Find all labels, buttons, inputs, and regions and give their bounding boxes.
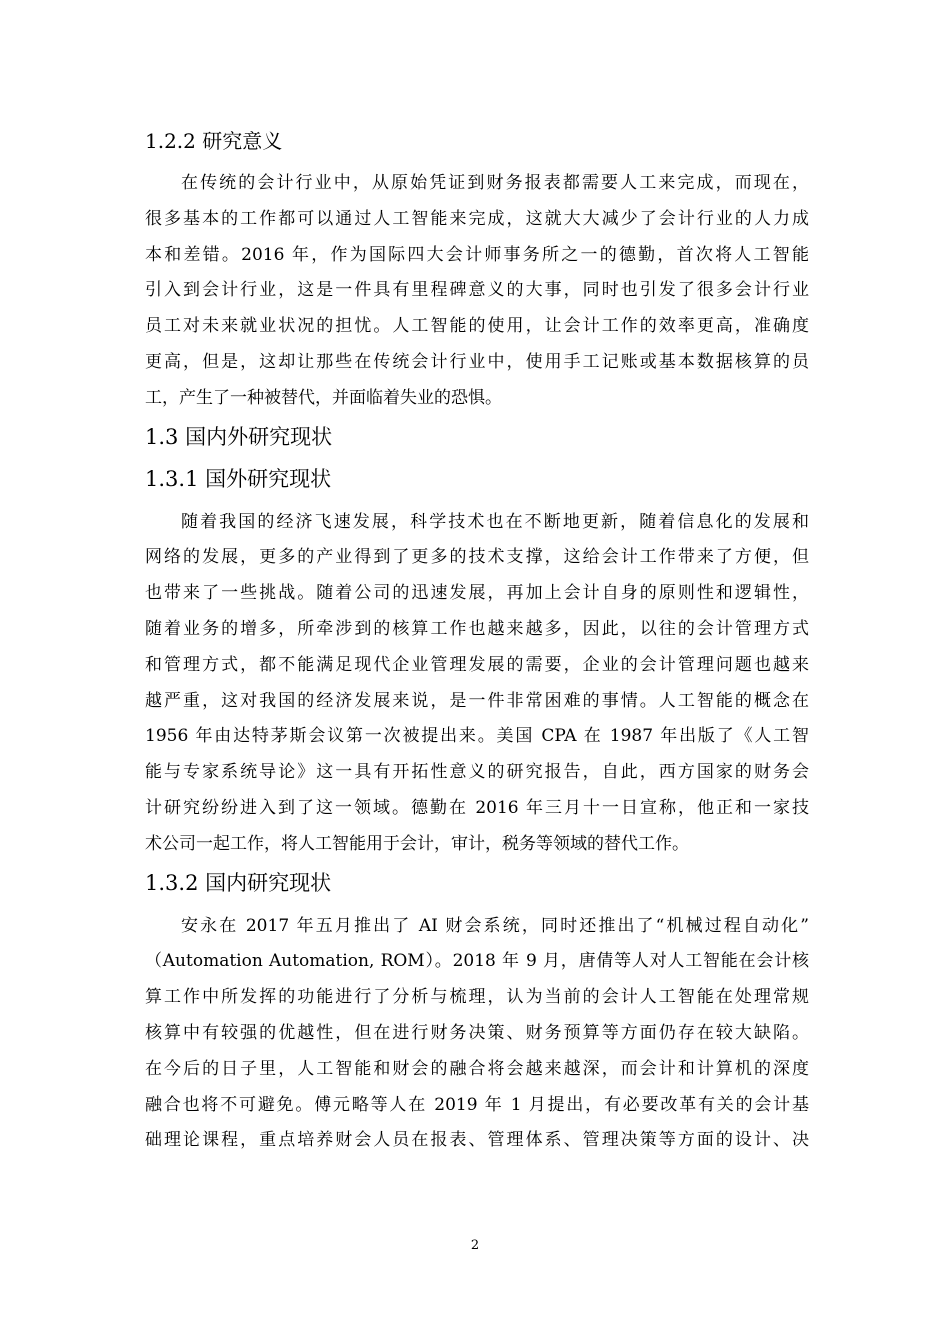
heading-1-2-2: 1.2.2 研究意义 [145,129,283,153]
paragraph-line: 很多基本的工作都可以通过人工智能来完成，这就大大减少了会计行业的人力成 [145,208,809,229]
paragraph-line: 也带来了一些挑战。随着公司的迅速发展，再加上会计自身的原则性和逻辑性， [145,583,809,604]
paragraph-research-significance [145,166,809,417]
paragraph-line: 更高，但是，这却让那些在传统会计行业中，使用手工记账或基本数据核算的员 [145,351,809,372]
paragraph-line: 算工作中所发挥的功能进行了分析与梳理，认为当前的会计人工智能在处理常规 [145,987,809,1008]
paragraph-line: 核算中有较强的优越性，但在进行财务决策、财务预算等方面仍存在较大缺陷。 [145,1022,809,1043]
paragraph-line: 随着业务的增多，所牵涉到的核算工作也越来越多，因此，以往的会计管理方式 [145,618,809,639]
paragraph-line: 在今后的日子里，人工智能和财会的融合将会越来越深，而会计和计算机的深度 [145,1058,809,1079]
heading-1-3: 1.3 国内外研究现状 [145,424,333,449]
page-content [145,126,809,1163]
paragraph-line: 在传统的会计行业中，从原始凭证到财务报表都需要人工来完成，而现在， [181,173,809,193]
paragraph-foreign-research [145,505,809,863]
paragraph-line: 和管理方式，都不能满足现代企业管理发展的需要，企业的会计管理问题也越来 [145,654,809,675]
paragraph-line: 能与专家系统导论》这一具有开拓性意义的研究报告，自此，西方国家的财务会 [145,762,809,783]
paragraph-line: 越严重，这对我国的经济发展来说，是一件非常困难的事情。人工智能的概念在 [145,690,809,711]
paragraph-line: 术公司一起工作，将人工智能用于会计，审计，税务等领域的替代工作。 [145,833,689,854]
paragraph-line: 础理论课程，重点培养财会人员在报表、管理体系、管理决策等方面的设计、决 [145,1130,809,1151]
page-number: 2 [470,1238,480,1253]
paragraph-line: 计研究纷纷进入到了这一领域。德勤在 2016 年三月十一日宣称，他正和一家技 [145,797,809,818]
paragraph-line: 本和差错。2016 年，作为国际四大会计师事务所之一的德勤，首次将人工智能 [145,244,809,265]
paragraph-line: 随着我国的经济飞速发展，科学技术也在不断地更新，随着信息化的发展和 [181,511,809,532]
paragraph-line: 1956 年由达特茅斯会议第一次被提出来。美国 CPA 在 1987 年出版了《人工智 [145,726,809,747]
paragraph-line: 融合也将不可避免。傅元略等人在 2019 年 1 月提出，有必要改革有关的会计基 [145,1094,809,1115]
paragraph-line: 安永在 2017 年五月推出了 AI 财会系统，同时还推出了“机械过程自动化” [181,915,809,936]
paragraph-domestic-research [145,909,809,1160]
paragraph-line: 网络的发展，更多的产业得到了更多的技术支撑，这给会计工作带来了方便，但 [145,547,809,568]
heading-1-3-1: 1.3.1 国外研究现状 [145,466,332,491]
heading-1-3-2: 1.3.2 国内研究现状 [145,870,332,895]
paragraph-line: 员工对未来就业状况的担忧。人工智能的使用，让会计工作的效率更高，准确度 [145,316,809,337]
paragraph-line: 引入到会计行业，这是一件具有里程碑意义的大事，同时也引发了很多会计行业 [145,280,809,301]
paragraph-line: 工，产生了一种被替代，并面临着失业的恐惧。 [145,387,502,408]
paragraph-line: （Automation Automation, ROM）。2018 年 9 月，唐倩等人对人工智能在会计核 [145,951,809,972]
